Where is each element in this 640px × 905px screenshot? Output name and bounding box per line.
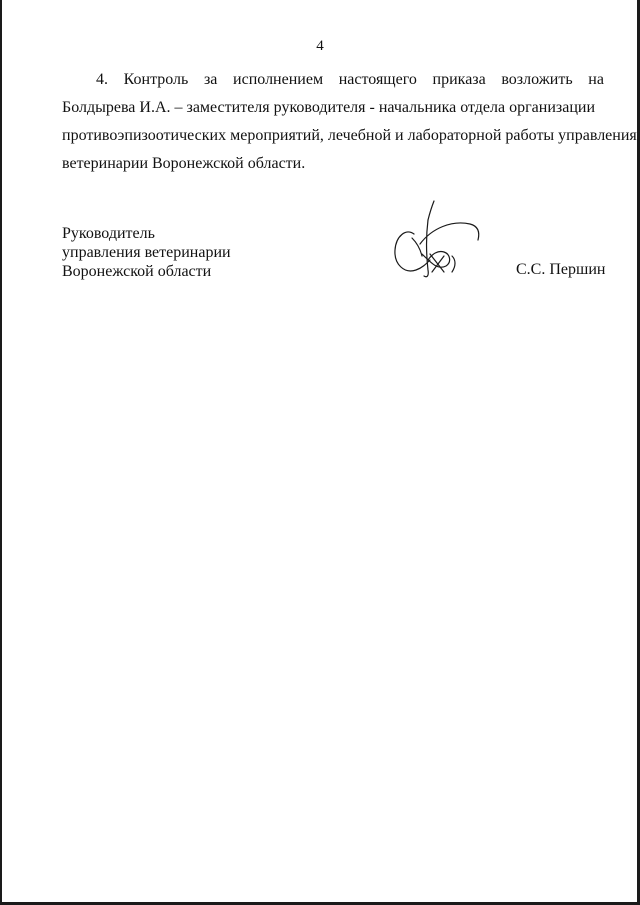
position-line-1: Руководитель [62, 225, 155, 242]
paragraph-line-3: противоэпизоотических мероприятий, лечебной и лабораторной работы управления [62, 127, 637, 144]
paragraph-line-4: ветеринарии Воронежской области. [62, 155, 306, 172]
signer-name: С.С. Першин [516, 261, 606, 278]
page-number: 4 [316, 38, 324, 54]
paragraph-item-4 [62, 66, 637, 178]
paragraph-line-2: Болдырева И.А. – заместителя руководителя - начальника отдела организации [62, 99, 595, 116]
paragraph-line-1 [62, 66, 604, 94]
paragraph-word: за [203, 71, 218, 88]
scan-border-left [0, 0, 2, 905]
paragraph-word: на [588, 71, 604, 88]
paragraph-word: возложить [501, 71, 573, 88]
handwritten-signature [390, 198, 490, 280]
paragraph-word: приказа [432, 71, 486, 88]
position-line-3: Воронежской области [62, 263, 212, 280]
paragraph-word: настоящего [338, 71, 417, 88]
position-line-2: управления ветеринарии [62, 244, 231, 261]
paragraph-word: Контроль [123, 71, 189, 88]
paragraph-word: 4. [96, 71, 108, 88]
paragraph-word: исполнением [233, 71, 324, 88]
signature-position [62, 224, 231, 281]
